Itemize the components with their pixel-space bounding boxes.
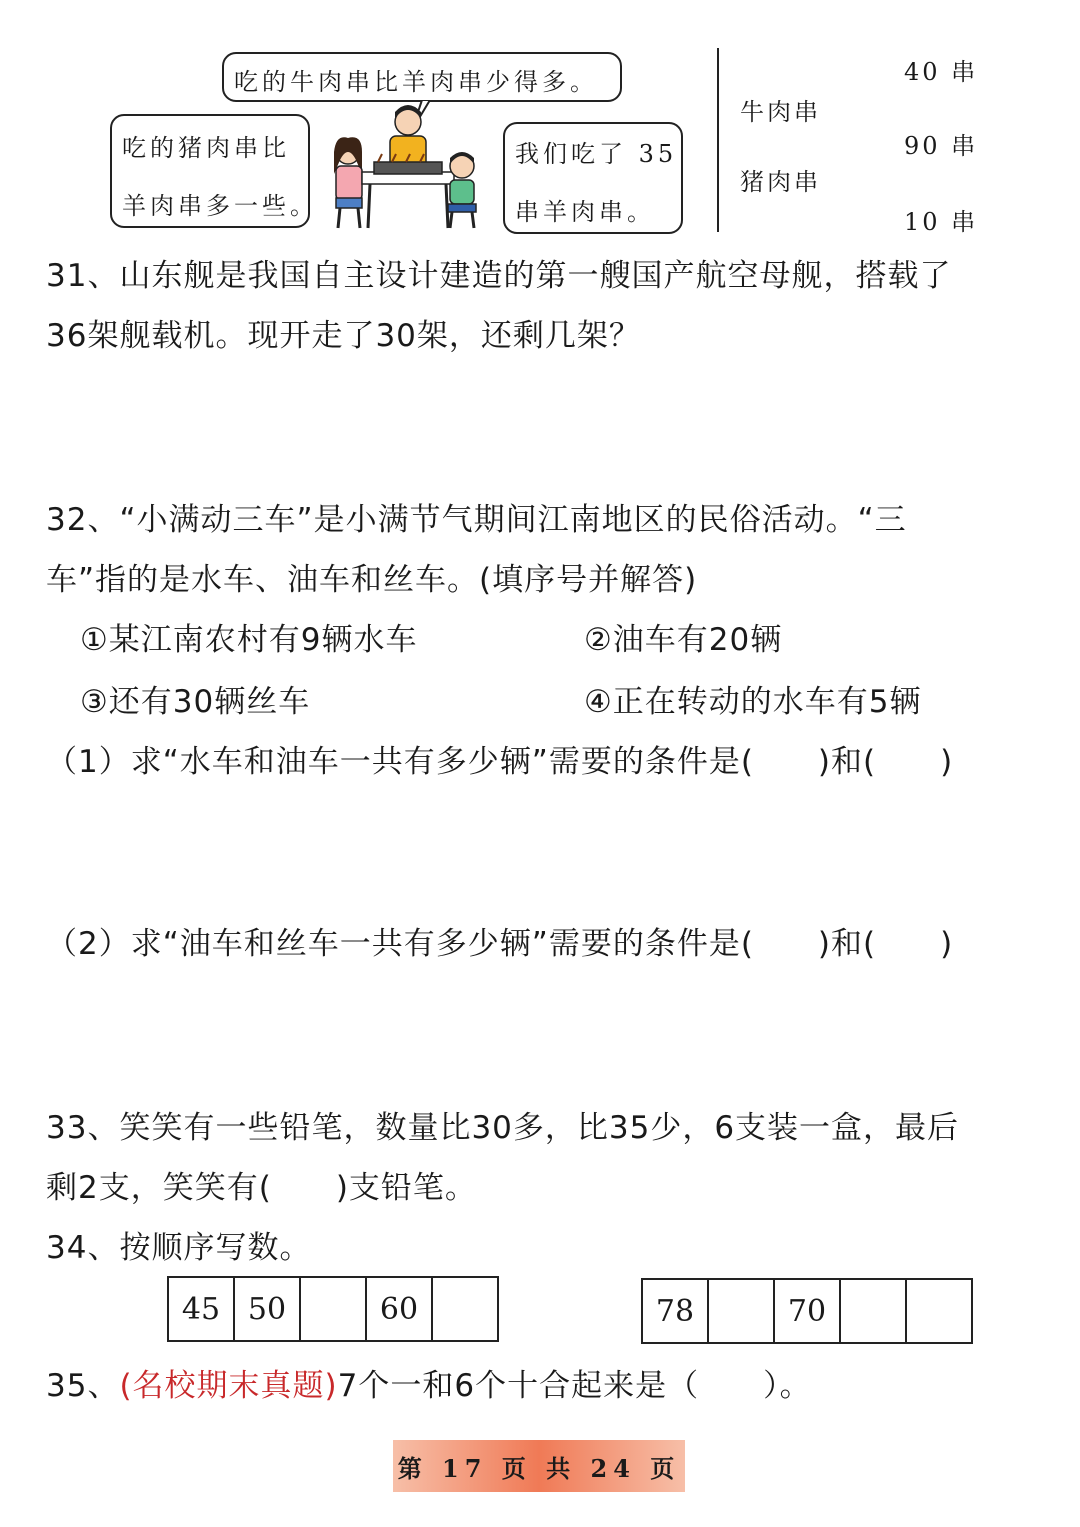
speech-bubble-top <box>222 52 622 102</box>
divider-line <box>717 48 719 232</box>
q34-sequence-2 <box>641 1278 973 1344</box>
q32-sub2: （2）求“油车和丝车一共有多少辆”需要的条件是( )和( ) <box>46 926 954 962</box>
q35-line <box>46 1360 812 1405</box>
q34-sequence-1 <box>167 1276 499 1342</box>
family-barbecue-illustration <box>312 100 504 232</box>
option-pork: 猪肉串 <box>740 168 821 196</box>
seq2-blank-cell[interactable] <box>907 1280 971 1342</box>
bubble-right-line2: 串羊肉串。 <box>515 198 655 226</box>
bubble-top-text: 吃的牛肉串比羊肉串少得多。 <box>234 68 598 96</box>
q31-line1: 31、山东舰是我国自主设计建造的第一艘国产航空母舰，搭载了 <box>46 258 952 294</box>
seq1-cell: 60 <box>367 1278 433 1340</box>
option-90: 90 串 <box>904 132 979 160</box>
seq2-blank-cell[interactable] <box>841 1280 907 1342</box>
q35-text: 7个一和6个十合起来是（ ）。 <box>337 1368 812 1404</box>
q32-condition-1: ①某江南农村有9辆水车 <box>80 622 418 658</box>
q32-condition-4: ④正在转动的水车有5辆 <box>584 684 922 720</box>
bubble-right-line1: 我们吃了 35 <box>515 140 678 168</box>
q33-line2: 剩2支，笑笑有( )支铅笔。 <box>46 1170 477 1206</box>
option-beef: 牛肉串 <box>740 98 821 126</box>
q32-condition-2: ②油车有20辆 <box>584 622 783 658</box>
option-40: 40 串 <box>904 58 979 86</box>
seq2-cell: 70 <box>775 1280 841 1342</box>
bubble-left-line2: 羊肉串多一些。 <box>122 192 318 220</box>
q32-line2: 车”指的是水车、油车和丝车。(填序号并解答) <box>46 562 698 598</box>
speech-bubble-right <box>503 122 683 234</box>
q32-condition-3: ③还有30辆丝车 <box>80 684 311 720</box>
seq2-cell: 78 <box>643 1280 709 1342</box>
option-10: 10 串 <box>904 208 979 236</box>
q32-sub1: （1）求“水车和油车一共有多少辆”需要的条件是( )和( ) <box>46 744 954 780</box>
q34-title: 34、按顺序写数。 <box>46 1230 312 1266</box>
q32-line1: 32、“小满动三车”是小满节气期间江南地区的民俗活动。“三 <box>46 502 907 538</box>
seq1-cell: 50 <box>235 1278 301 1340</box>
q33-line1: 33、笑笑有一些铅笔，数量比30多，比35少，6支装一盒，最后 <box>46 1110 960 1146</box>
q35-prefix: 35、 <box>46 1368 120 1404</box>
page-number-banner: 第 17 页 共 24 页 <box>393 1440 685 1492</box>
bubble-left-line1: 吃的猪肉串比 <box>122 134 290 162</box>
seq2-blank-cell[interactable] <box>709 1280 775 1342</box>
q35-tag: (名校期末真题) <box>119 1368 338 1404</box>
seq1-blank-cell[interactable] <box>301 1278 367 1340</box>
seq1-cell: 45 <box>169 1278 235 1340</box>
seq1-blank-cell[interactable] <box>433 1278 497 1340</box>
speech-bubble-left <box>110 114 318 228</box>
q31-line2: 36架舰载机。现开走了30架，还剩几架？ <box>46 318 641 354</box>
